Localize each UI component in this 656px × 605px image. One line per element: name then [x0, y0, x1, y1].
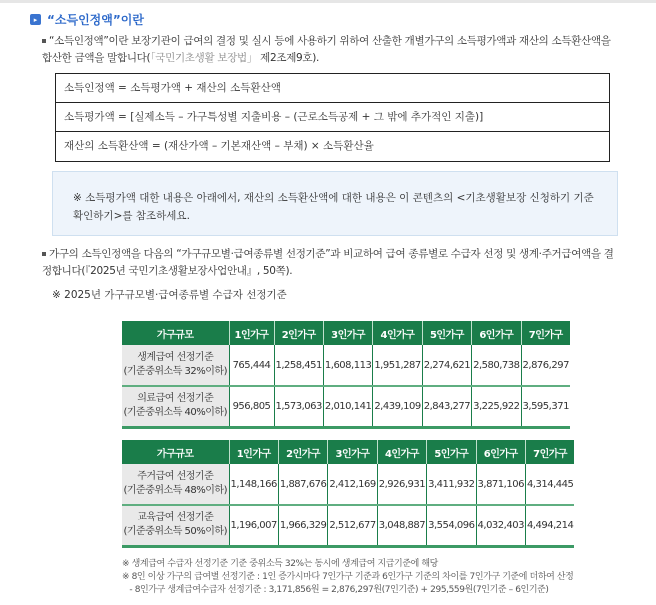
cell: 1,966,329: [278, 505, 327, 546]
intro-text: “소득인정액”이란 보장기관이 급여의 결정 및 실시 등에 사용하기 위하여 산출한 개별가구의 소득평가액과 재산의 소득환산액을 합산한 금액을 말합니다(: [42, 35, 611, 64]
row-label-line: 의료급여 선정기준: [137, 393, 214, 405]
cell: 4,314,445: [525, 464, 574, 505]
header-cell: 4인가구: [373, 321, 422, 345]
row-label-line: 생계급여 선정기준: [137, 352, 214, 363]
row-label-line: (기준중위소득 40%이하): [123, 407, 227, 419]
cell: 2,274,621: [422, 345, 471, 386]
formula-row: 소득평가액 = [실제소득 – 가구특성별 지출비용 – (근로소득공제 + 그 밖에 추가적인 지출)]: [56, 103, 609, 132]
formula-box: [55, 73, 610, 162]
cell: 765,444: [229, 345, 274, 386]
compare-paragraph: [42, 246, 622, 280]
footnote: ※ 8인 이상 가구의 급여별 선정기준 : 1인 증가시마다 7인가구 기준과 6인가구 기준의 차이를 7인가구 기준에 더하여 산정: [122, 572, 574, 582]
cell: 2,926,931: [377, 464, 426, 505]
header-cell: 2인가구: [274, 321, 323, 345]
cell: 1,258,451: [274, 345, 323, 386]
table-row: [122, 464, 574, 505]
header-cell: 7인가구: [521, 321, 570, 345]
law-reference: 「국민기초생활 보장법」: [150, 52, 258, 64]
cell: 2,876,297: [521, 345, 570, 386]
header-cell: 4인가구: [377, 440, 426, 464]
row-label-line: (기준중위소득 32%이하): [123, 366, 227, 377]
header-cell: 1인가구: [229, 321, 274, 345]
compare-text: 가구의 소득인정액을 다음의 “가구규모별·급여종류별 선정기준”과 비교하여 급여 종류별로 수급자 선정 및 생계·주거급여액을 결정합니다(『2025년 국민기초생활보장사업안내』, 50쪽).: [42, 248, 614, 277]
header-cell: 3인가구: [328, 440, 377, 464]
header-cell: 6인가구: [472, 321, 521, 345]
cell: 3,411,932: [427, 464, 476, 505]
cell: 1,887,676: [278, 464, 327, 505]
cell: 3,871,106: [476, 464, 525, 505]
header-cell: 6인가구: [476, 440, 525, 464]
cell: 4,494,214: [525, 505, 574, 546]
cell: 2,412,169: [328, 464, 377, 505]
intro-paragraph: [42, 33, 622, 67]
header-cell: 3인가구: [323, 321, 372, 345]
cell: 3,225,922: [472, 386, 521, 427]
cell: 3,554,096: [427, 505, 476, 546]
section-bullet-icon: ▸: [30, 14, 41, 25]
table-header-row: [122, 440, 574, 464]
cell: 1,573,063: [274, 386, 323, 427]
cell: 2,512,677: [328, 505, 377, 546]
footnotes: [122, 558, 573, 597]
cell: 2,580,738: [472, 345, 521, 386]
row-label: [122, 386, 229, 427]
formula-row: 재산의 소득환산액 = (재산가액 – 기본재산액 – 부채) × 소득환산율: [64, 140, 374, 152]
row-label: [122, 464, 229, 505]
note-box: ※ 소득평가액 대한 내용은 아래에서, 재산의 소득환산액에 대한 내용은 이 콘텐츠의 <기초생활보장 신청하기 기준 확인하기>를 참조하세요.: [52, 171, 618, 236]
section-title: [30, 11, 144, 28]
header-cell: 1인가구: [229, 440, 278, 464]
header-cell: 2인가구: [278, 440, 327, 464]
footnote: - 8인가구 생계급여수급자 선정기준 : 3,171,856원 = 2,876,297원(7인기준) + 295,559원(7인기준 – 6인기준): [122, 585, 549, 595]
table-row: [122, 386, 570, 427]
cell: 2,010,141: [323, 386, 372, 427]
criteria-table-2: [122, 440, 574, 548]
cell: 3,048,887: [377, 505, 426, 546]
section-title-text: “소득인정액”이란: [47, 13, 144, 27]
row-label-line: (기준중위소득 48%이하): [123, 485, 227, 496]
footnote: ※ 생계급여 수급자 선정기준 기준 중위소득 32%는 동시에 생계급여 지급기준에 해당: [122, 559, 438, 569]
cell: 1,608,113: [323, 345, 372, 386]
cell: 2,843,277: [422, 386, 471, 427]
header-cell: 가구규모: [122, 440, 229, 464]
bullet-icon: [42, 252, 46, 256]
row-label-line: 교육급여 선정기준: [137, 512, 214, 524]
intro-end: 제2조제9호).: [257, 52, 320, 64]
row-label-line: 주거급여 선정기준: [137, 471, 214, 482]
header-cell: 5인가구: [422, 321, 471, 345]
table-row: [122, 345, 570, 386]
row-label-line: (기준중위소득 50%이하): [123, 526, 227, 538]
criteria-table-1: [122, 321, 570, 429]
bullet-icon: [42, 39, 46, 43]
cell: 3,595,371: [521, 386, 570, 427]
table-header-row: [122, 321, 570, 345]
formula-row: 소득인정액 = 소득평가액 + 재산의 소득환산액: [56, 74, 609, 103]
header-cell: 7인가구: [525, 440, 574, 464]
cell: 956,805: [229, 386, 274, 427]
row-label: [122, 345, 229, 386]
table-row: [122, 505, 574, 546]
cell: 1,148,166: [229, 464, 278, 505]
cell: 1,951,287: [373, 345, 422, 386]
header-cell: 가구규모: [122, 321, 229, 345]
table-title: ※ 2025년 가구규모별·급여종류별 수급자 선정기준: [52, 289, 287, 301]
cell: 4,032,403: [476, 505, 525, 546]
header-cell: 5인가구: [427, 440, 476, 464]
cell: 1,196,007: [229, 505, 278, 546]
cell: 2,439,109: [373, 386, 422, 427]
row-label: [122, 505, 229, 546]
